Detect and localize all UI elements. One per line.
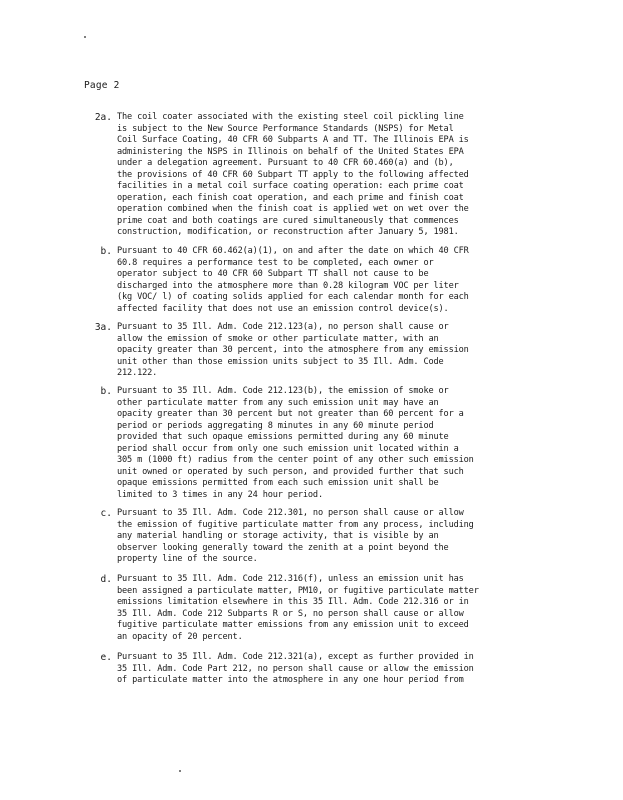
condition-text: Pursuant to 35 Ill. Adm. Code 212.301, no person shall cause or allow the emission of fugitive particulate matter from any process, including any material handling or storage activity, that is visible by an observer looking generally toward the zenith at a point beyond the property line of the source. bbox=[117, 508, 474, 564]
condition-label: 2a. bbox=[94, 112, 112, 123]
condition-text: Pursuant to 35 Ill. Adm. Code 212.316(f), unless an emission unit has been assigned a particulate matter, PM10, or fugitive particulate matter emissions limitation elsewhere in this 35 Ill. Adm. Code 212.316 or in 35 Ill. Adm. Code 212 Subparts R or S, no person shall cause or allow fugitive particulate matter emissions from any emission unit to exceed an opacity of 20 percent. bbox=[117, 574, 479, 642]
condition-label: b. bbox=[100, 386, 112, 397]
scan-speck bbox=[179, 770, 181, 772]
condition-text: Pursuant to 40 CFR 60.462(a)(1), on and after the date on which 40 CFR 60.8 requires a performance test to be completed, each owner or operator subject to 40 CFR 60 Subpart TT shall not cause to be discharged into the atmosphere more than 0.28 kilogram VOC per liter (kg VOC/ l) of coating solids applied for each calendar month for each affected facility that does not use an emission control device(s). bbox=[117, 246, 469, 314]
condition-text: The coil coater associated with the existing steel coil pickling line is subject to the New Source Performance Standards (NSPS) for Metal Coil Surface Coating, 40 CFR 60 Subparts A and TT. The Illinois EPA is administering the NSPS in Illinois on behalf of the United States EPA under a delegation agreement. Pursuant to 40 CFR 60.460(a) and (b), the provisions of 40 CFR 60 Subpart TT apply to the following affected facilities in a metal coil surface coating operation: each prime coat operation, each finish coat operation, and each prime and finish coat operation combined when the finish coat is applied wet on wet over the prime coat and both coatings are cured simultaneously that commences construction, modification, or reconstruction after January 5, 1981. bbox=[117, 112, 469, 237]
condition-text: Pursuant to 35 Ill. Adm. Code 212.123(a), no person shall cause or allow the emission of smoke or other particulate matter, with an opacity greater than 30 percent, into the atmosphere from any emission unit other than those emission units subject to 35 Ill. Adm. Code 212.122. bbox=[117, 322, 469, 378]
scan-speck bbox=[84, 36, 86, 38]
condition-label: b. bbox=[100, 246, 112, 257]
condition-text: Pursuant to 35 Ill. Adm. Code 212.123(b), the emission of smoke or other particulate matter from any such emission unit may have an opacity greater than 30 percent but not greater than 60 percent for a period or periods aggregating 8 minutes in any 60 minute period provided that such opaque emissions permitted during any 60 minute period shall occur from only one such emission unit located within a 305 m (1000 ft) radius from the center point of any other such emission unit owned or operated by such person, and provided further that such opaque emissions permitted from each such emission unit shall be limited to 3 times in any 24 hour period. bbox=[117, 386, 474, 500]
condition-label: c. bbox=[100, 508, 112, 519]
condition-text: Pursuant to 35 Ill. Adm. Code 212.321(a), except as further provided in 35 Ill. Adm. Code Part 212, no person shall cause or allow the emission of particulate matter into the atmosphere in any one hour period from bbox=[117, 652, 474, 685]
condition-label: e. bbox=[100, 652, 112, 663]
page-label: Page 2 bbox=[84, 80, 120, 91]
condition-label: d. bbox=[100, 574, 112, 585]
condition-label: 3a. bbox=[94, 322, 112, 333]
